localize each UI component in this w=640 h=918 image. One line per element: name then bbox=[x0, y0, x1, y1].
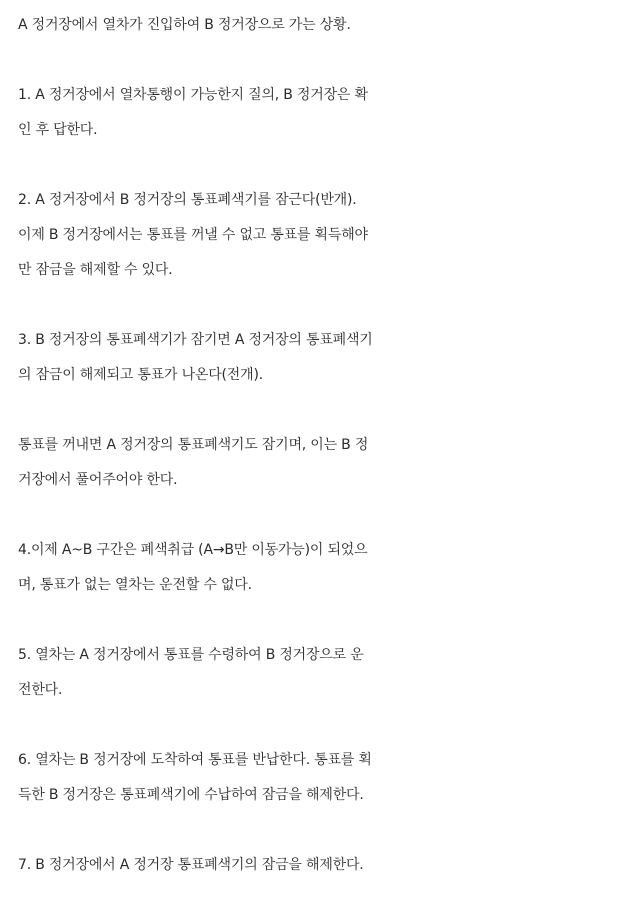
step-3-paragraph bbox=[18, 323, 628, 393]
text-line: 1. A 정거장에서 열차통행이 가능한지 질의, B 정거장은 확 bbox=[18, 87, 368, 103]
text-line: 이제 B 정거장에서는 통표를 꺼낼 수 없고 통표를 획득해야 bbox=[18, 227, 368, 243]
text-line: 득한 B 정거장은 통표폐색기에 수납하여 잠금을 해제한다. bbox=[18, 787, 364, 803]
text-line: 4.이제 A~B 구간은 폐색취급 (A→B만 이동가능)이 되었으 bbox=[18, 542, 368, 558]
text-line: 의 잠금이 해제되고 통표가 나온다(전개). bbox=[18, 367, 263, 383]
text-line: 며, 통표가 없는 열차는 운전할 수 없다. bbox=[18, 577, 252, 593]
text-line: 7. B 정거장에서 A 정거장 통표폐색기의 잠금을 해제한다. bbox=[18, 857, 364, 873]
step-7-paragraph bbox=[18, 848, 628, 883]
text-line: 3. B 정거장의 통표폐색기가 잠기면 A 정거장의 통표폐색기 bbox=[18, 332, 373, 348]
document-body bbox=[18, 8, 628, 918]
step-5-paragraph bbox=[18, 638, 628, 708]
step-4-paragraph bbox=[18, 533, 628, 603]
text-line: 통표를 꺼내면 A 정거장의 통표폐색기도 잠기며, 이는 B 정 bbox=[18, 437, 369, 453]
text-line: 만 잠금을 해제할 수 있다. bbox=[18, 262, 173, 278]
text-line: 전한다. bbox=[18, 682, 63, 698]
note-paragraph bbox=[18, 428, 628, 498]
text-line: A 정거장에서 열차가 진입하여 B 정거장으로 가는 상황. bbox=[18, 17, 351, 33]
text-line: 6. 열차는 B 정거장에 도착하여 통표를 반납한다. 통표를 획 bbox=[18, 752, 372, 768]
text-line: 2. A 정거장에서 B 정거장의 통표폐색기를 잠근다(반개). bbox=[18, 192, 357, 208]
text-line: 거장에서 풀어주어야 한다. bbox=[18, 472, 178, 488]
text-line: 5. 열차는 A 정거장에서 통표를 수령하여 B 정거장으로 운 bbox=[18, 647, 364, 663]
text-line: 인 후 답한다. bbox=[18, 122, 98, 138]
step-6-paragraph bbox=[18, 743, 628, 813]
intro-paragraph bbox=[18, 8, 628, 43]
step-1-paragraph bbox=[18, 78, 628, 148]
step-2-paragraph bbox=[18, 183, 628, 288]
